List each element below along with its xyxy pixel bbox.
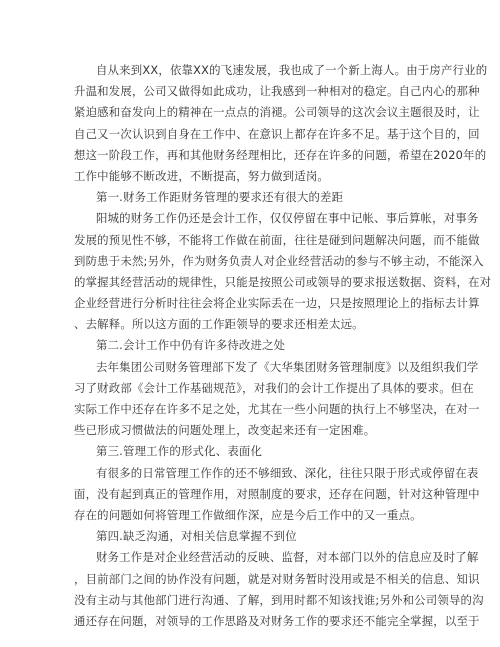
paragraph-line: 去年集团公司财务管理部下发了《大华集团财务管理制度》以及组织我们学 <box>96 359 479 374</box>
document-body <box>74 60 492 632</box>
paragraph-line: 的掌握其经营活动的规律性，只能是按照公司或领导的要求报送数据、资料，在对 <box>74 274 492 289</box>
section-heading: 第三.管理工作的形式化、表面化 <box>96 444 263 459</box>
paragraph-line: 财务工作是对企业经营活动的反映、监督，对本部门以外的信息应及时了解 <box>96 550 479 565</box>
paragraph-line: 自己又一次认识到自身在工作中、在意识上都存在许多不足。基于这个目的，回 <box>74 126 480 141</box>
paragraph-line: 面，没有起到真正的管理作用，对照制度的要求，还存在问题，针对这种管理中 <box>74 486 480 501</box>
section-heading: 第二.会计工作中仍有许多待改进之处 <box>96 338 286 353</box>
paragraph-line: 到防患于未然;另外，作为财务负责人对企业经营活动的参与不够主动，不能深入 <box>74 253 484 268</box>
paragraph-line: 有很多的日常管理工作作的还不够细致、深化，往往只限于形式或停留在表 <box>96 465 479 480</box>
paragraph-line: 自从来到XX，依靠XX的飞速发展，我也成了一个新上海人。由于房产行业的 <box>96 63 488 77</box>
paragraph-line: 企业经营进行分析时往往会将企业实际丢在一边，只是按照理论上的指标去计算 <box>74 296 480 311</box>
paragraph-line: 些已形成习惯做法的问题处理上，改变起来还有一定困难。 <box>74 423 376 438</box>
paragraph-line: 、去解释。所以这方面的工作距领导的要求还相差太远。 <box>74 317 364 332</box>
paragraph-line: 升温和发展，公司又做得如此成功，让我感到一种相对的稳定。自己内心的那种 <box>74 84 480 99</box>
paragraph-line: 实际工作中还存在许多不足之处，尤其在一些小问题的执行上不够坚决，在对一 <box>74 402 480 416</box>
paragraph-line: 通还存在问题，对领导的工作思路及对财务工作的要求还不能完全掌握，以至于 <box>74 613 480 628</box>
section-heading: 第四.缺乏沟通，对相关信息掌握不到位 <box>96 529 297 544</box>
paragraph-line: 紧迫感和奋发向上的精神在一点点的消褪。公司领导的这次会议主题很及时，让 <box>74 105 480 120</box>
paragraph-line: 没有主动与其他部门进行沟通、了解，到用时都不知该找谁;另外和公司领导的沟 <box>74 592 484 607</box>
paragraph-line: 工作中能够不断改进，不断提高，努力做到适岗。 <box>74 168 329 183</box>
paragraph-line: 存在的问题如何将管理工作做细作深，应是今后工作中的又一重点。 <box>74 507 422 522</box>
paragraph-line: ，目前部门之间的协作没有问题，就是对财务暂时没用或是不相关的信息、知识 <box>74 571 480 586</box>
paragraph-line: 发展的预见性不够，不能将工作做在前面，往往是碰到问题解决问题，而不能做 <box>74 232 480 247</box>
section-heading: 第一.财务工作距财务管理的要求还有很大的差距 <box>96 190 344 205</box>
paragraph-line: 想这一阶段工作，再和其他财务经理相比，还存在许多的问题，希望在2020年的 <box>74 147 487 162</box>
paragraph-line: 习了财政部《会计工作基础规范》，对我们的会计工作提出了具体的要求。但在 <box>74 380 474 395</box>
paragraph-line: 阳城的财务工作仍还是会计工作，仅仅停留在事中记帐、事后算帐，对事务 <box>96 211 479 226</box>
